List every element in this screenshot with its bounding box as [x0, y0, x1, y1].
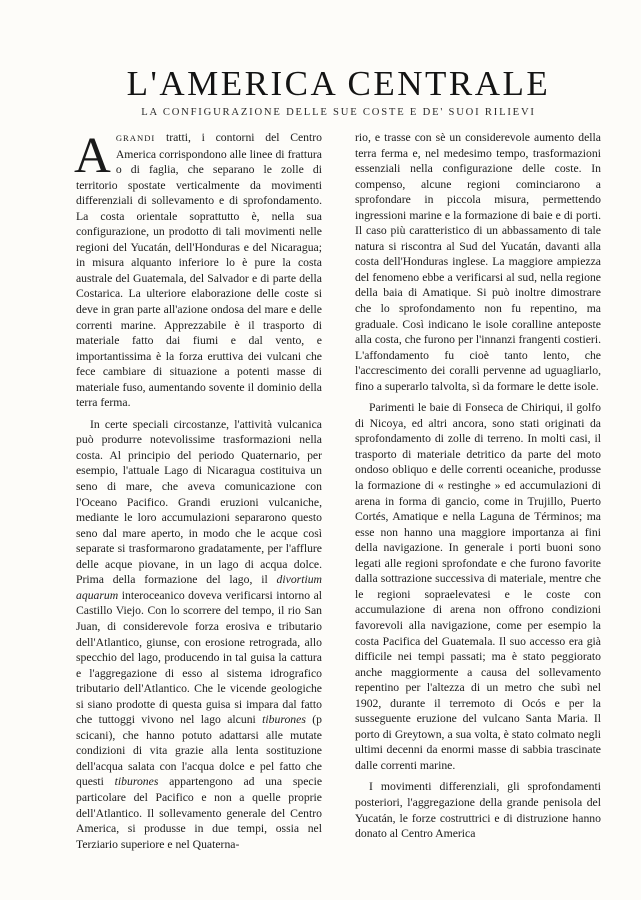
- paragraph-2: [76, 417, 322, 852]
- paragraph-2-part-c: (p scicani), che hanno potuto adattarsi alle mutate condizioni di vita grazie alla lenta sostituzione dell'acqua salata con l'acqua dolce e pel fatto che questi: [76, 713, 322, 789]
- paragraph-2-part-d: appartengono ad una specie particolare del Pacifico e non a quelle proprie dell'Atlantico. Il sollevamento generale del Centro America, si produsse in due tempi, ossia nel Terziario superiore e nel Quaterna-: [76, 775, 323, 851]
- article-title: L'AMERICA CENTRALE: [126, 64, 551, 103]
- paragraph-4: Parimenti le baie di Fonseca de Chiriqui, il golfo di Nicoya, ed altri ancora, sono stati originati da sprofondamento di zolle di terreno. In molti casi, il trasporto di materiale detritico da parte del moto ondoso obliquo e delle correnti oceaniche, produsse la formazione di « restinghe » ed accumulazioni di arena in forma di gancio, come in Trujillo, Puerto Cortés, Amatique e nella Laguna de Términos; ma esse non hanno una maggiore importanza ai fini della navigazione. In generale i porti buoni sono legati alle regioni sprofondate e che furono favorite dalla sottrazione successiva di materiale, mentre che le regioni sopraelevatesi e le coste con accumulazione di arena non offrono condizioni favorevoli alla navigazione, come per esempio la costa Pacifica del Guatemala. Il suo accesso era già difficile nei tempi passati; ma è stato peggiorato anche maggiormente a causa del sollevamento repentino per l'altezza di un metro che subì nel 1902, durante il terremoto di Ocós e per la susseguente eruzione del vulcano Santa Maria. Il porto di Greytown, a sua volta, è stato colmato negli ultimi decenni da enormi masse di sabbia trascinate dalle correnti marine.: [355, 401, 601, 772]
- paragraph-1: [76, 130, 322, 411]
- italic-term: tiburones: [262, 713, 306, 727]
- smallcaps-opening: GRANDI: [115, 133, 156, 143]
- paragraph-5: I movimenti differenziali, gli sprofondamenti posteriori, l'aggregazione della grande penisola del Yucatán, le forze costruttrici e di distruzione hanno donato al Centro America: [355, 780, 601, 841]
- left-column: [76, 130, 322, 852]
- article-subtitle: LA CONFIGURAZIONE DELLE SUE COSTE E DE' SUOI RILIEVI: [141, 107, 536, 118]
- text-columns: [76, 130, 601, 852]
- paragraph-2-part-a: In certe speciali circostanze, l'attività vulcanica può produrre notevolissime trasformazioni nella costa. Al principio del periodo Quaternario, per esempio, l'attuale Lago di Nicaragua costituiva un seno di mare, che aveva comunicazione con l'Oceano Pacifico. Grandi eruzioni vulcaniche, mediante le loro accumulazioni separarono questo seno dal mare aperto, in modo che le acque così separate si trasformarono gradatamente, per l'afflure delle acque piovane, in un lago di acqua dolce. Prima della formazione del lago, il: [76, 417, 322, 587]
- paragraph-1-text: tratti, i contorni del Centro America corrispondono alle linee di frattura o di faglia, che separano le zolle di territorio spostate verticalmente da movimenti differenziali di sollevamento e di sprofondamento. La costa orientale soprattutto è, nella sua configurazione, un prodotto di tali movimenti nelle regioni del Yucatán, dell'Honduras e del Nicaragua; in misura alquanto inferiore lo è pure la costa australe del Guatemala, del Salvador e di parte della Costarica. La ulteriore elaborazione delle coste si deve in gran parte all'azione ondosa del mare e delle correnti marine. Apprezzabile è il trasporto di materiale fatto dai fiumi e dal vento, e importantissima è la forza eruttiva dei vulcani che fece cambiare di situazione a potenti masse di materiale fuso, aumentando sovente il dominio della terra ferma.: [76, 131, 323, 410]
- dropcap-letter: A: [74, 128, 111, 184]
- italic-term: divortium aquarum: [76, 573, 322, 602]
- paragraph-3: rio, e trasse con sè un considerevole aumento della terra ferma e, nel medesimo tempo, trasformazioni essenziali nella configurazione delle coste. In compenso, alcune regioni cominciarono a sprofondare in piccola misura, permettendo ingressioni marine e la formazione di baie e di porti. Il caso più caratteristico di un abbassamento di tale natura si riscontra al Sud del Yucatán, davanti alla costa dell'Honduras inglese. La maggiore ampiezza del fenomeno ebbe a verificarsi al sud, nella regione della baia di Amatique. Si può inoltre dimostrare che lo sprofondamento non fu repentino, ma graduale. Così indicano le isole coralline anteposte alla costa, che furono per l'innanzi frangenti costieri. L'affondamento fu cioè tanto lento, che l'accrescimento dei coralli pervenne ad uguagliarlo, fino a superarlo talvolta, sì da formare le dette isole.: [355, 131, 601, 393]
- paragraph-2-part-b: interoceanico doveva verificarsi intorno al Castillo Viejo. Con lo scorrere del tempo, il rio San Juan, di considerevole forza erosiva e tributario dell'Atlantico, giunse, con erosione retrograda, allo specchio del lago, producendo in tal guisa la cattura e l'aggregazione di esso al sistema idrografico tributario dell'Atlantico. Che le vicende geologiche si siano prodotte di questa guisa si impara dal fatto che tuttoggi vivono nel lago alcuni: [76, 588, 323, 727]
- italic-term: tiburones: [114, 775, 159, 789]
- right-column: [355, 130, 601, 852]
